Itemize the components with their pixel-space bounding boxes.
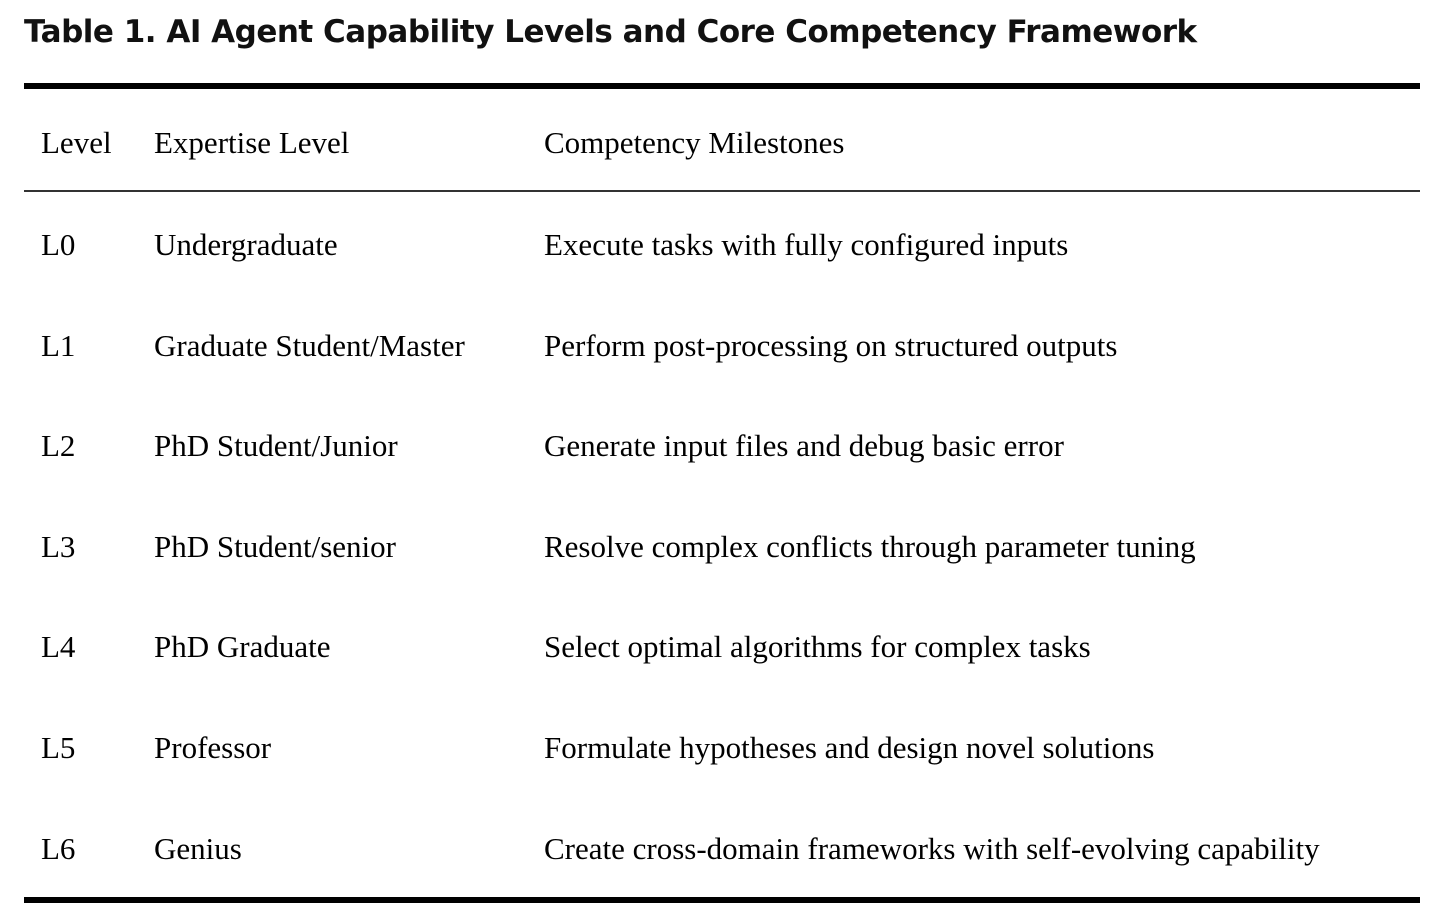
milestone-cell: Perform post-processing on structured outputs <box>544 328 1118 363</box>
expertise-cell: PhD Student/Junior <box>154 428 398 463</box>
expertise-cell: Genius <box>154 831 242 866</box>
level-cell: L0 <box>41 227 76 262</box>
table-caption: Table 1. AI Agent Capability Levels and Core Competency Framework <box>24 14 1197 50</box>
table-row <box>0 617 1443 677</box>
table-row <box>0 416 1443 476</box>
expertise-cell: Undergraduate <box>154 227 338 262</box>
top-rule <box>24 83 1420 89</box>
table-row <box>0 316 1443 376</box>
table-row <box>0 215 1443 275</box>
milestone-cell: Formulate hypotheses and design novel solutions <box>544 730 1155 765</box>
table-row <box>0 819 1443 879</box>
milestone-cell: Create cross-domain frameworks with self-evolving capability <box>544 831 1320 866</box>
milestone-cell: Generate input files and debug basic error <box>544 428 1064 463</box>
header-competency-milestones: Competency Milestones <box>544 125 845 160</box>
milestone-cell: Resolve complex conflicts through parameter tuning <box>544 529 1196 564</box>
level-cell: L5 <box>41 730 76 765</box>
expertise-cell: PhD Student/senior <box>154 529 396 564</box>
header-expertise-level: Expertise Level <box>154 125 350 160</box>
table-row <box>0 718 1443 778</box>
level-cell: L6 <box>41 831 76 866</box>
level-cell: L4 <box>41 629 76 664</box>
header-level: Level <box>41 125 112 160</box>
level-cell: L2 <box>41 428 76 463</box>
level-cell: L3 <box>41 529 76 564</box>
expertise-cell: PhD Graduate <box>154 629 331 664</box>
table-header-row <box>0 113 1443 173</box>
header-rule <box>24 190 1420 192</box>
milestone-cell: Execute tasks with fully configured inputs <box>544 227 1069 262</box>
milestone-cell: Select optimal algorithms for complex tasks <box>544 629 1091 664</box>
expertise-cell: Professor <box>154 730 272 765</box>
level-cell: L1 <box>41 328 76 363</box>
bottom-rule <box>24 897 1420 903</box>
expertise-cell: Graduate Student/Master <box>154 328 465 363</box>
table-row <box>0 517 1443 577</box>
